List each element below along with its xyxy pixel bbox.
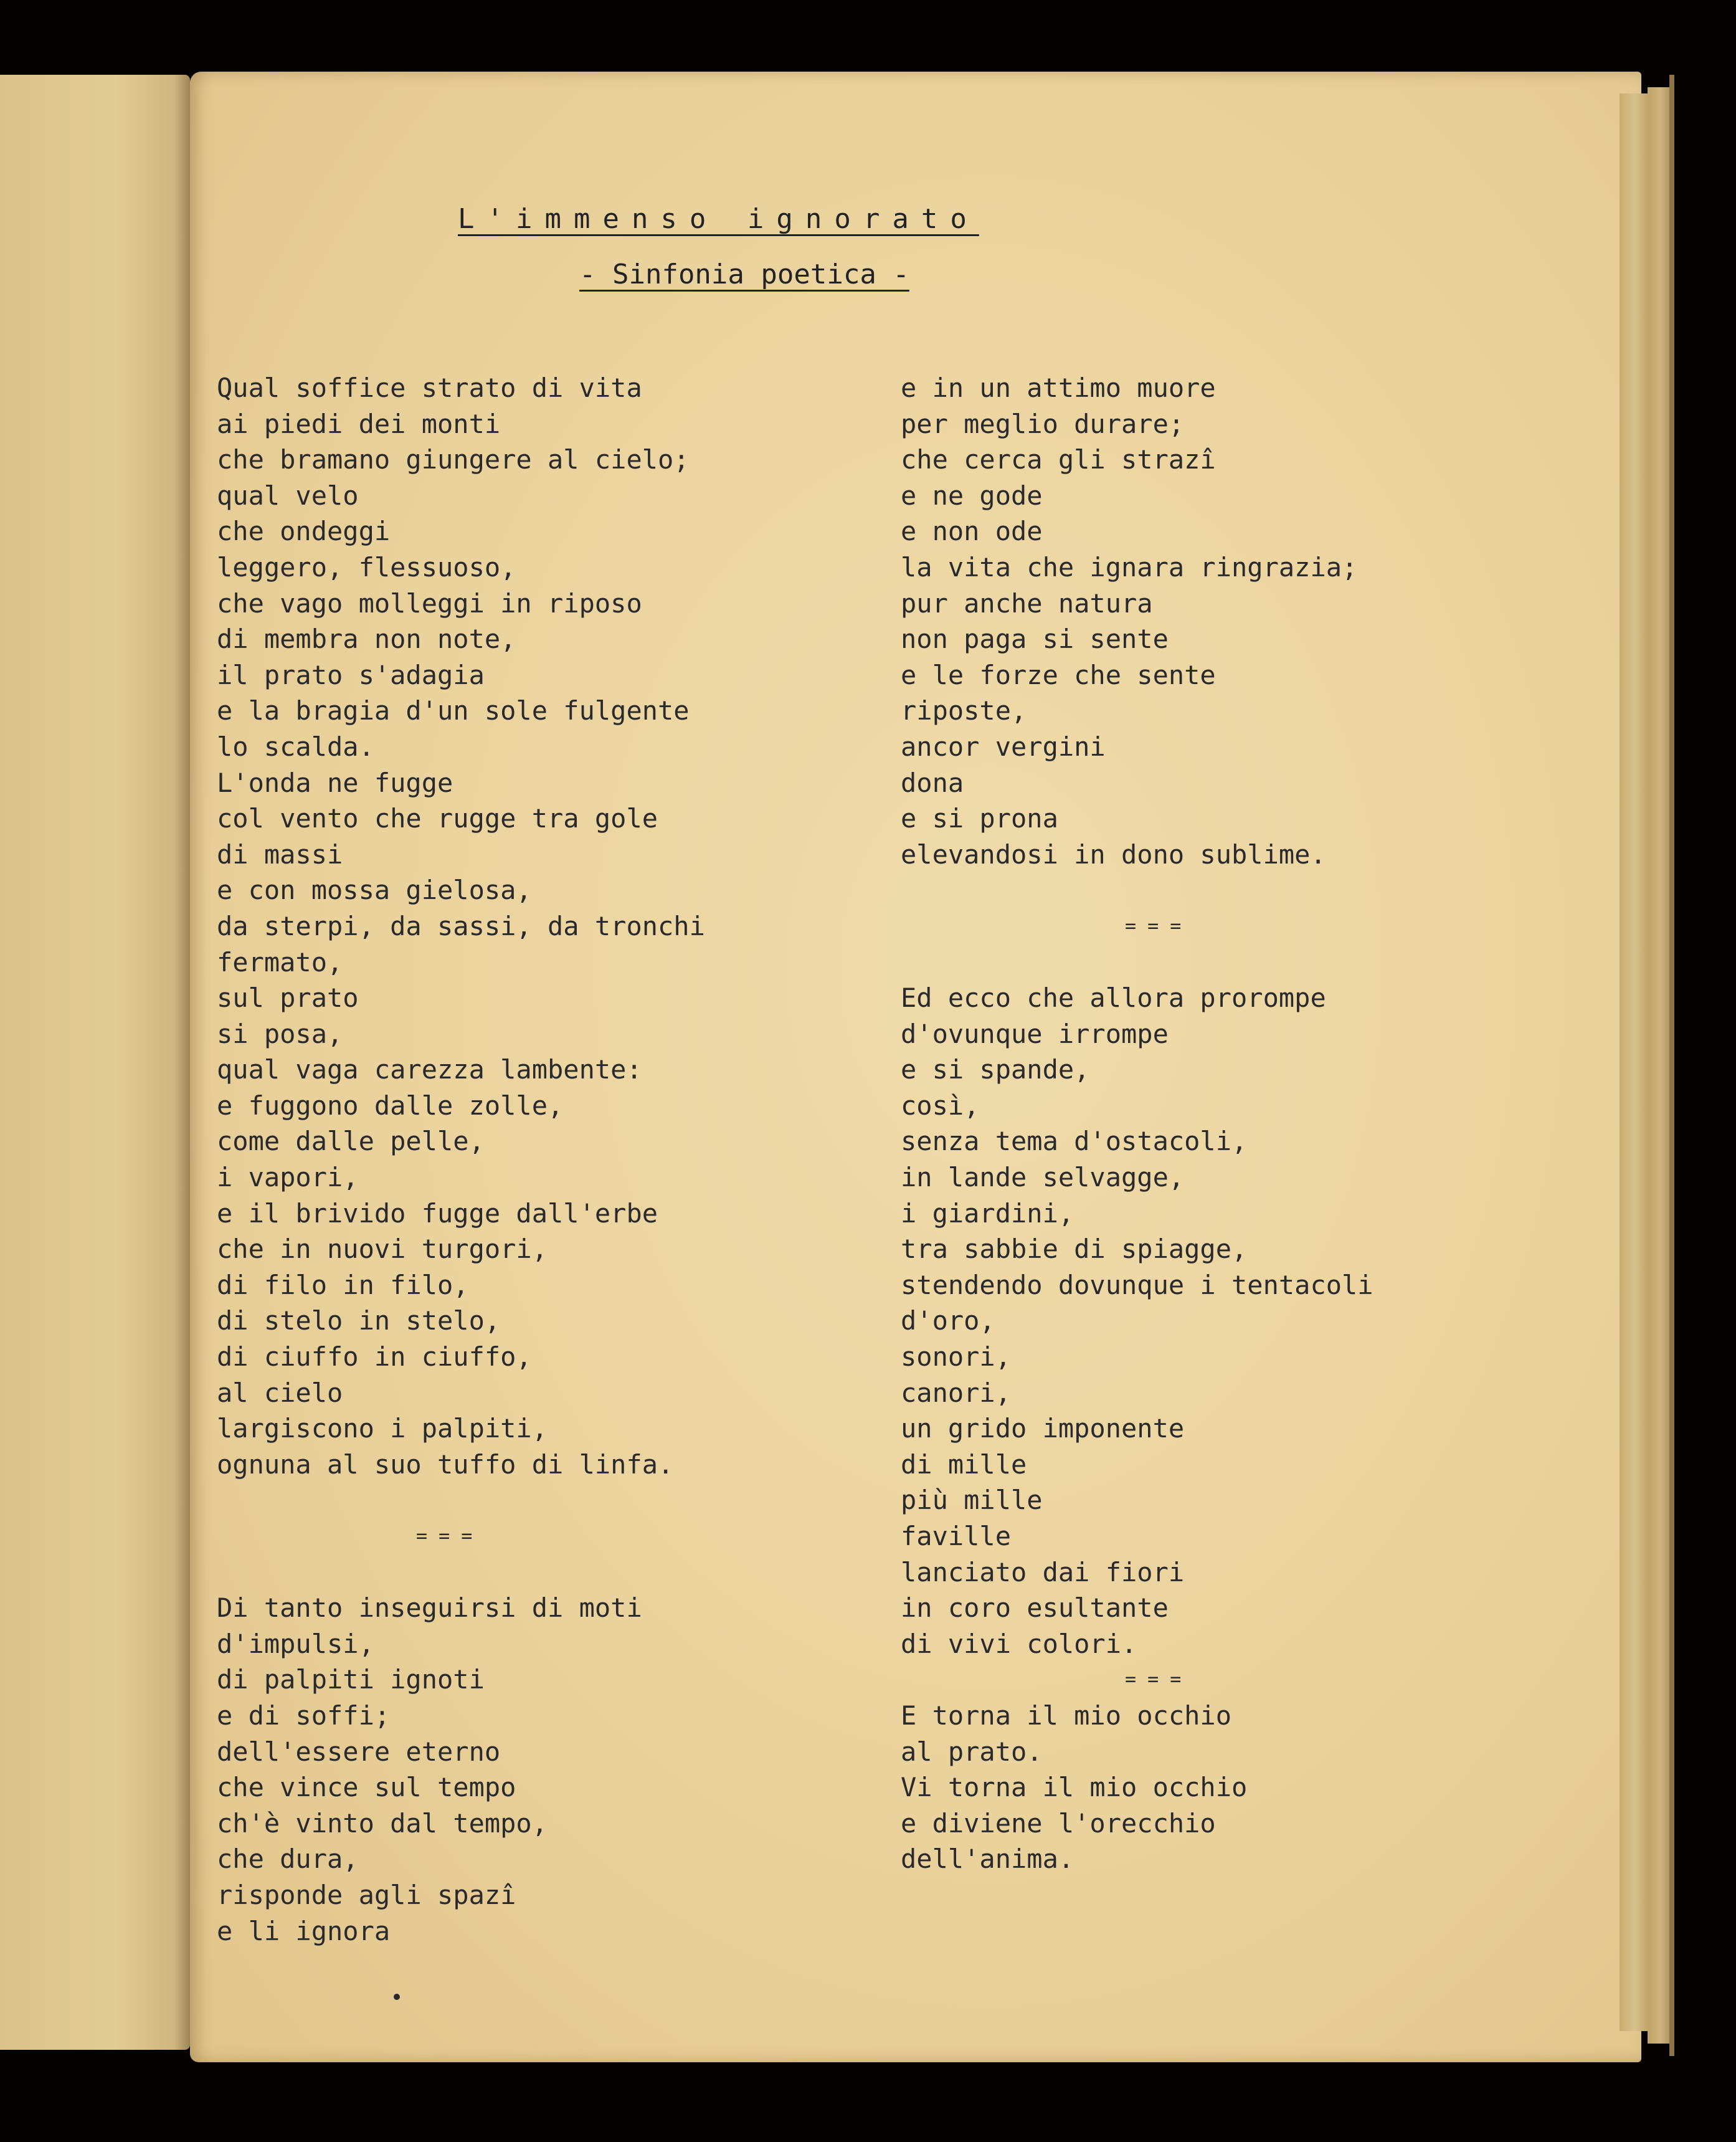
poem-line: si posa, <box>217 1018 343 1049</box>
page-edge <box>1669 75 1674 2056</box>
poem-line: risponde agli spazî <box>217 1879 516 1910</box>
poem-line: che cerca gli strazî <box>901 444 1216 475</box>
poem-line: di stelo in stelo, <box>217 1305 501 1336</box>
poem-line: di membra non note, <box>217 624 516 655</box>
poem-line: al prato. <box>901 1736 1043 1767</box>
poem-line: leggero, flessuoso, <box>217 551 516 583</box>
poem-line: lanciato dai fiori <box>901 1556 1185 1587</box>
poem-line: i giardini, <box>901 1197 1074 1229</box>
poem-line: sonori, <box>901 1341 1012 1373</box>
poem-line: ch'è vinto dal tempo, <box>217 1807 548 1839</box>
poem-line: senza tema d'ostacoli, <box>901 1126 1248 1157</box>
poem-line: e si spande, <box>901 1054 1090 1085</box>
poem-line: più mille <box>901 1485 1043 1516</box>
poem-line: ancor vergini <box>901 731 1106 762</box>
poem-line: e li ignora <box>217 1915 391 1946</box>
poem-line: e con mossa gielosa, <box>217 875 532 906</box>
poem-line: fermato, <box>217 946 343 978</box>
poem-line: e in un attimo muore <box>901 373 1216 403</box>
poem-line: di mille <box>901 1449 1027 1480</box>
poem-line: che in nuovi turgori, <box>217 1234 548 1265</box>
poem-line: i vapori, <box>217 1162 359 1193</box>
page-edge <box>1620 93 1651 2031</box>
poem-line: così, <box>901 1090 980 1121</box>
poem-line: e la bragia d'un sole fulgente <box>217 695 690 726</box>
poem-line: che dura, <box>217 1844 359 1875</box>
poem-line: e fuggono dalle zolle, <box>217 1090 564 1121</box>
poem-line: sul prato <box>217 983 359 1014</box>
poem-line <box>901 872 1524 908</box>
poem-line: pur anche natura <box>901 588 1153 619</box>
poem-line: di massi <box>217 839 343 870</box>
poem-line: un grido imponente <box>901 1413 1185 1444</box>
poem-line: stendendo dovunque i tentacoli <box>901 1269 1373 1300</box>
poem-line: da sterpi, da sassi, da tronchi <box>217 910 705 941</box>
poem-line: Di tanto inseguirsi di moti <box>217 1592 642 1624</box>
poem-line: Qual soffice strato di vita <box>217 373 642 403</box>
poem-line: Ed ecco che allora prorompe <box>901 983 1326 1014</box>
poem-line: e ne gode <box>901 480 1043 511</box>
poem-line: Vi torna il mio occhio <box>901 1772 1248 1803</box>
poem-line: d'impulsi, <box>217 1628 374 1659</box>
poem-line: che bramano giungere al cielo; <box>217 444 690 475</box>
poem-line: dell'essere eterno <box>217 1736 501 1767</box>
poem-line: che vago molleggi in riposo <box>217 588 642 619</box>
poem-line: in lande selvagge, <box>901 1162 1185 1193</box>
stanza-separator: = = = <box>416 1525 473 1547</box>
poem-line: la vita che ignara ringrazia; <box>901 551 1358 583</box>
poem-line: di palpiti ignoti <box>217 1664 485 1695</box>
poem-line: di ciuffo in ciuffo, <box>217 1341 532 1373</box>
poem-line: qual velo <box>217 480 359 511</box>
poem-line: tra sabbie di spiagge, <box>901 1234 1248 1265</box>
poem-line: e le forze che sente <box>901 659 1216 690</box>
poem-line: ognuna al suo tuffo di linfa. <box>217 1449 674 1480</box>
left-facing-page <box>0 75 190 2050</box>
poem-title: L'immenso ignorato <box>458 203 979 235</box>
poem-line: come dalle pelle, <box>217 1126 485 1157</box>
page-edge <box>1648 87 1672 2044</box>
stanza-separator: = = = <box>1125 915 1182 937</box>
poem-line: d'ovunque irrompe <box>901 1018 1169 1049</box>
poem-line: E torna il mio occhio <box>901 1700 1232 1731</box>
poem-left-column <box>217 370 840 1949</box>
poem-line: canori, <box>901 1377 1012 1408</box>
poem-line <box>901 945 1524 981</box>
poem-line: e di soffi; <box>217 1700 391 1731</box>
poem-line: di filo in filo, <box>217 1269 469 1300</box>
poem-line: ai piedi dei monti <box>217 408 501 439</box>
poem-line: in coro esultante <box>901 1592 1169 1624</box>
poem-line: elevandosi in dono sublime. <box>901 839 1326 870</box>
poem-line: il prato s'adagia <box>217 659 485 690</box>
poem-line: e il brivido fugge dall'erbe <box>217 1197 658 1229</box>
ink-dot <box>394 1994 400 2000</box>
poem-line <box>217 1554 840 1591</box>
poem-line: di vivi colori. <box>901 1628 1137 1659</box>
poem-line: d'oro, <box>901 1305 995 1336</box>
poem-line: per meglio durare; <box>901 408 1185 439</box>
poem-line: al cielo <box>217 1377 343 1408</box>
stanza-separator: = = = <box>1125 1668 1182 1691</box>
poem-line: e si prona <box>901 803 1058 834</box>
poem-line <box>217 1482 840 1518</box>
poem-right-column <box>901 370 1524 1877</box>
poem-line: e diviene l'orecchio <box>901 1807 1216 1839</box>
poem-line: che ondeggi <box>217 516 391 547</box>
poem-subtitle: - Sinfonia poetica - <box>579 259 909 290</box>
poem-line: e non ode <box>901 516 1043 547</box>
poem-line: dona <box>901 767 964 798</box>
poem-line: riposte, <box>901 695 1027 726</box>
poem-line: dell'anima. <box>901 1844 1074 1875</box>
poem-line: L'onda ne fugge <box>217 767 453 798</box>
poem-line: largiscono i palpiti, <box>217 1413 548 1444</box>
poem-line: faville <box>901 1521 1012 1551</box>
poem-line: lo scalda. <box>217 731 374 762</box>
poem-line: che vince sul tempo <box>217 1772 516 1803</box>
poem-line: qual vaga carezza lambente: <box>217 1054 642 1085</box>
poem-line: col vento che rugge tra gole <box>217 803 658 834</box>
poem-line: non paga si sente <box>901 624 1169 655</box>
